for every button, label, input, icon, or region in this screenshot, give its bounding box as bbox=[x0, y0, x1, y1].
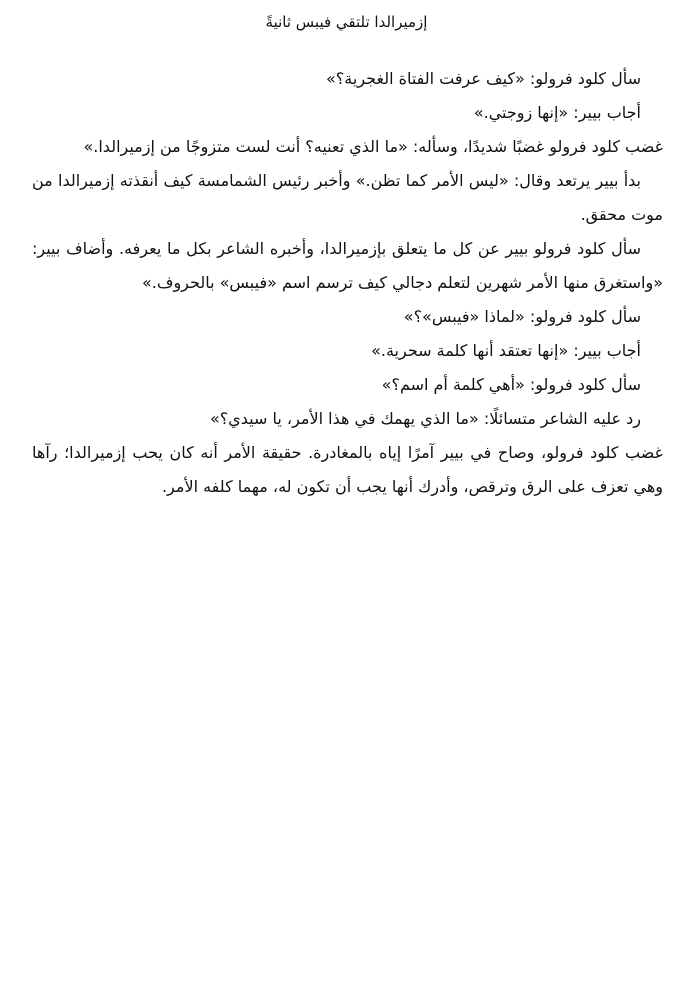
paragraph: بدأ بيير يرتعد وقال: «ليس الأمر كما تظن.» وأخبر رئيس الشمامسة كيف أنقذته إزميرالدا من موت محقق. bbox=[32, 171, 663, 224]
paragraph: سأل كلود فرولو بيير عن كل ما يتعلق بإزميرالدا، وأخبره الشاعر بكل ما يعرفه. وأضاف بيير: «واستغرق منها الأمر شهرين لتعلم دجالي كيف ترسم اسم «فيبس» بالحروف.» bbox=[32, 239, 663, 292]
paragraph: أجاب بيير: «إنها تعتقد أنها كلمة سحرية.» bbox=[371, 341, 641, 360]
story-text bbox=[32, 62, 663, 504]
paragraph: غضب كلود فرولو، وصاح في بيير آمرًا إياه بالمغادرة. حقيقة الأمر أنه كان يحب إزميرالدا؛ رآها وهي تعزف على الرق وترقص، وأدرك أنها يجب أن تكون له، مهما كلفه الأمر. bbox=[32, 443, 663, 496]
paragraph: رد عليه الشاعر متسائلًا: «ما الذي يهمك في هذا الأمر، يا سيدي؟» bbox=[209, 409, 641, 428]
paragraph: سأل كلود فرولو: «كيف عرفت الفتاة الغجرية؟» bbox=[326, 69, 641, 88]
running-title: إزميرالدا تلتقي فيبس ثانيةً bbox=[265, 13, 428, 31]
paragraph: سأل كلود فرولو: «أهي كلمة أم اسم؟» bbox=[381, 375, 641, 394]
paragraph: أجاب بيير: «إنها زوجتي.» bbox=[473, 103, 641, 122]
paragraph: غضب كلود فرولو غضبًا شديدًا، وسأله: «ما الذي تعنيه؟ أنت لست متزوجًا من إزميرالدا.» bbox=[83, 137, 663, 156]
paragraph: سأل كلود فرولو: «لماذا «فيبس»؟» bbox=[403, 307, 641, 326]
